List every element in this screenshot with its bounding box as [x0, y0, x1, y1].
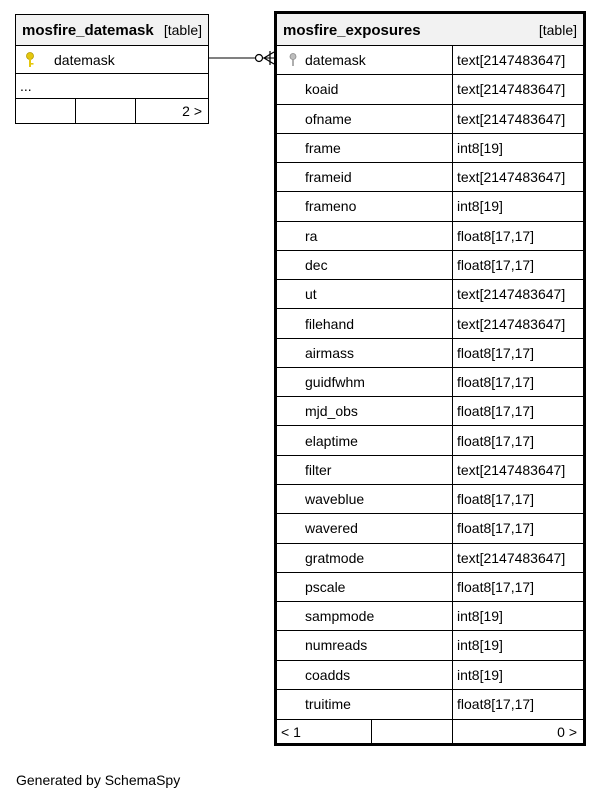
column-row-koaid[interactable] — [277, 75, 583, 104]
column-name: numreads — [305, 637, 368, 654]
column-name: ofname — [305, 110, 352, 127]
column-name-cell — [277, 485, 453, 513]
column-row-ra[interactable] — [277, 222, 583, 251]
column-name-cell — [277, 222, 453, 250]
table-footer — [277, 719, 583, 743]
column-type: text[2147483647] — [457, 549, 566, 566]
column-name: ra — [305, 227, 318, 244]
column-row-coadds[interactable] — [277, 661, 583, 690]
column-name: frame — [305, 139, 341, 156]
column-row-datemask[interactable] — [277, 46, 583, 75]
column-row-guidfwhm[interactable] — [277, 368, 583, 397]
column-name-cell — [277, 309, 453, 337]
foreign-key-icon — [289, 53, 297, 67]
column-row-filter[interactable] — [277, 456, 583, 485]
column-type: text[2147483647] — [457, 81, 566, 98]
column-row-wavered[interactable] — [277, 514, 583, 543]
column-row-frameno[interactable] — [277, 192, 583, 221]
column-row-mjd-obs[interactable] — [277, 397, 583, 426]
column-name: datemask — [305, 52, 366, 69]
table-footer — [16, 99, 208, 123]
footer-cell-middle — [372, 720, 453, 743]
column-name: frameno — [305, 198, 357, 215]
column-row-elaptime[interactable] — [277, 426, 583, 455]
column-name: mjd_obs — [305, 403, 358, 420]
column-type: text[2147483647] — [457, 286, 566, 303]
column-type: text[2147483647] — [457, 461, 566, 478]
column-name: guidfwhm — [305, 374, 365, 391]
column-row-sampmode[interactable] — [277, 602, 583, 631]
column-type: float8[17,17] — [457, 403, 535, 420]
column-name-cell — [277, 397, 453, 425]
column-name-cell — [277, 631, 453, 659]
column-type: float8[17,17] — [457, 578, 535, 595]
column-name-cell — [277, 661, 453, 689]
column-type: text[2147483647] — [457, 52, 566, 69]
column-type: float8[17,17] — [457, 227, 535, 244]
table-type-label: [table] — [538, 22, 577, 38]
column-type: int8[19] — [457, 608, 503, 625]
column-row-gratmode[interactable] — [277, 544, 583, 573]
column-row-ofname[interactable] — [277, 105, 583, 134]
column-row-frameid[interactable] — [277, 163, 583, 192]
column-name-cell — [277, 134, 453, 162]
footer-cell-middle — [76, 99, 136, 123]
column-name: coadds — [305, 666, 351, 683]
column-row-pscale[interactable] — [277, 573, 583, 602]
column-name: frameid — [305, 169, 352, 186]
column-name: airmass — [305, 344, 355, 361]
column-name-cell — [277, 573, 453, 601]
column-type: float8[17,17] — [457, 491, 535, 508]
column-name: ut — [305, 286, 317, 303]
column-row-truitime[interactable] — [277, 690, 583, 719]
column-name-cell — [277, 46, 453, 74]
column-row-datemask[interactable] — [16, 46, 208, 74]
column-name: filter — [305, 461, 332, 478]
column-name-cell — [277, 368, 453, 396]
column-name: pscale — [305, 578, 346, 595]
column-type: float8[17,17] — [457, 344, 535, 361]
column-name: truitime — [305, 696, 351, 713]
primary-key-icon — [25, 52, 35, 68]
more-columns-indicator — [16, 74, 208, 99]
column-name-cell — [277, 690, 453, 719]
column-name: waveblue — [305, 491, 365, 508]
column-row-waveblue[interactable] — [277, 485, 583, 514]
table-header — [16, 15, 208, 46]
table-mosfire-exposures[interactable] — [274, 11, 586, 746]
generated-by-label: Generated by SchemaSpy — [16, 772, 181, 788]
column-name: wavered — [305, 520, 358, 537]
more-text: ... — [20, 78, 32, 94]
column-type: text[2147483647] — [457, 169, 566, 186]
column-name: koaid — [305, 81, 339, 98]
column-row-ut[interactable] — [277, 280, 583, 309]
column-type: int8[19] — [457, 198, 503, 215]
column-name: dec — [305, 256, 328, 273]
column-type: int8[19] — [457, 139, 503, 156]
column-name: datemask — [54, 51, 115, 68]
table-mosfire-datemask[interactable] — [15, 14, 209, 124]
column-type: float8[17,17] — [457, 374, 535, 391]
column-name-cell — [277, 280, 453, 308]
table-name: mosfire_exposures — [283, 22, 421, 39]
column-row-numreads[interactable] — [277, 631, 583, 660]
footer-parents-count[interactable]: < 1 — [277, 720, 372, 743]
column-type: float8[17,17] — [457, 432, 535, 449]
column-type: float8[17,17] — [457, 696, 535, 713]
column-name: elaptime — [305, 432, 358, 449]
column-name: gratmode — [305, 549, 365, 566]
table-header — [277, 14, 583, 46]
column-type: text[2147483647] — [457, 315, 566, 332]
column-row-frame[interactable] — [277, 134, 583, 163]
column-name-cell — [277, 339, 453, 367]
column-name-cell — [277, 602, 453, 630]
column-row-dec[interactable] — [277, 251, 583, 280]
column-name-cell — [277, 105, 453, 133]
column-name-cell — [277, 514, 453, 542]
table-type-label: [table] — [163, 22, 202, 38]
column-type: float8[17,17] — [457, 520, 535, 537]
footer-cell-parents — [16, 99, 76, 123]
column-name-cell — [277, 456, 453, 484]
column-row-filehand[interactable] — [277, 309, 583, 338]
column-name-cell — [277, 192, 453, 220]
column-name-cell — [277, 251, 453, 279]
table-name: mosfire_datemask — [22, 22, 154, 39]
column-name-cell — [277, 426, 453, 454]
footer-children-count[interactable]: 2 > — [182, 103, 202, 119]
column-name-cell — [277, 75, 453, 103]
column-type: int8[19] — [457, 637, 503, 654]
column-type: text[2147483647] — [457, 110, 566, 127]
column-name: sampmode — [305, 608, 375, 625]
column-type: float8[17,17] — [457, 256, 535, 273]
column-type: int8[19] — [457, 666, 503, 683]
column-name-cell — [277, 163, 453, 191]
column-name-cell — [277, 544, 453, 572]
footer-children-count[interactable]: 0 > — [557, 723, 577, 740]
column-name: filehand — [305, 315, 355, 332]
column-row-airmass[interactable] — [277, 339, 583, 368]
